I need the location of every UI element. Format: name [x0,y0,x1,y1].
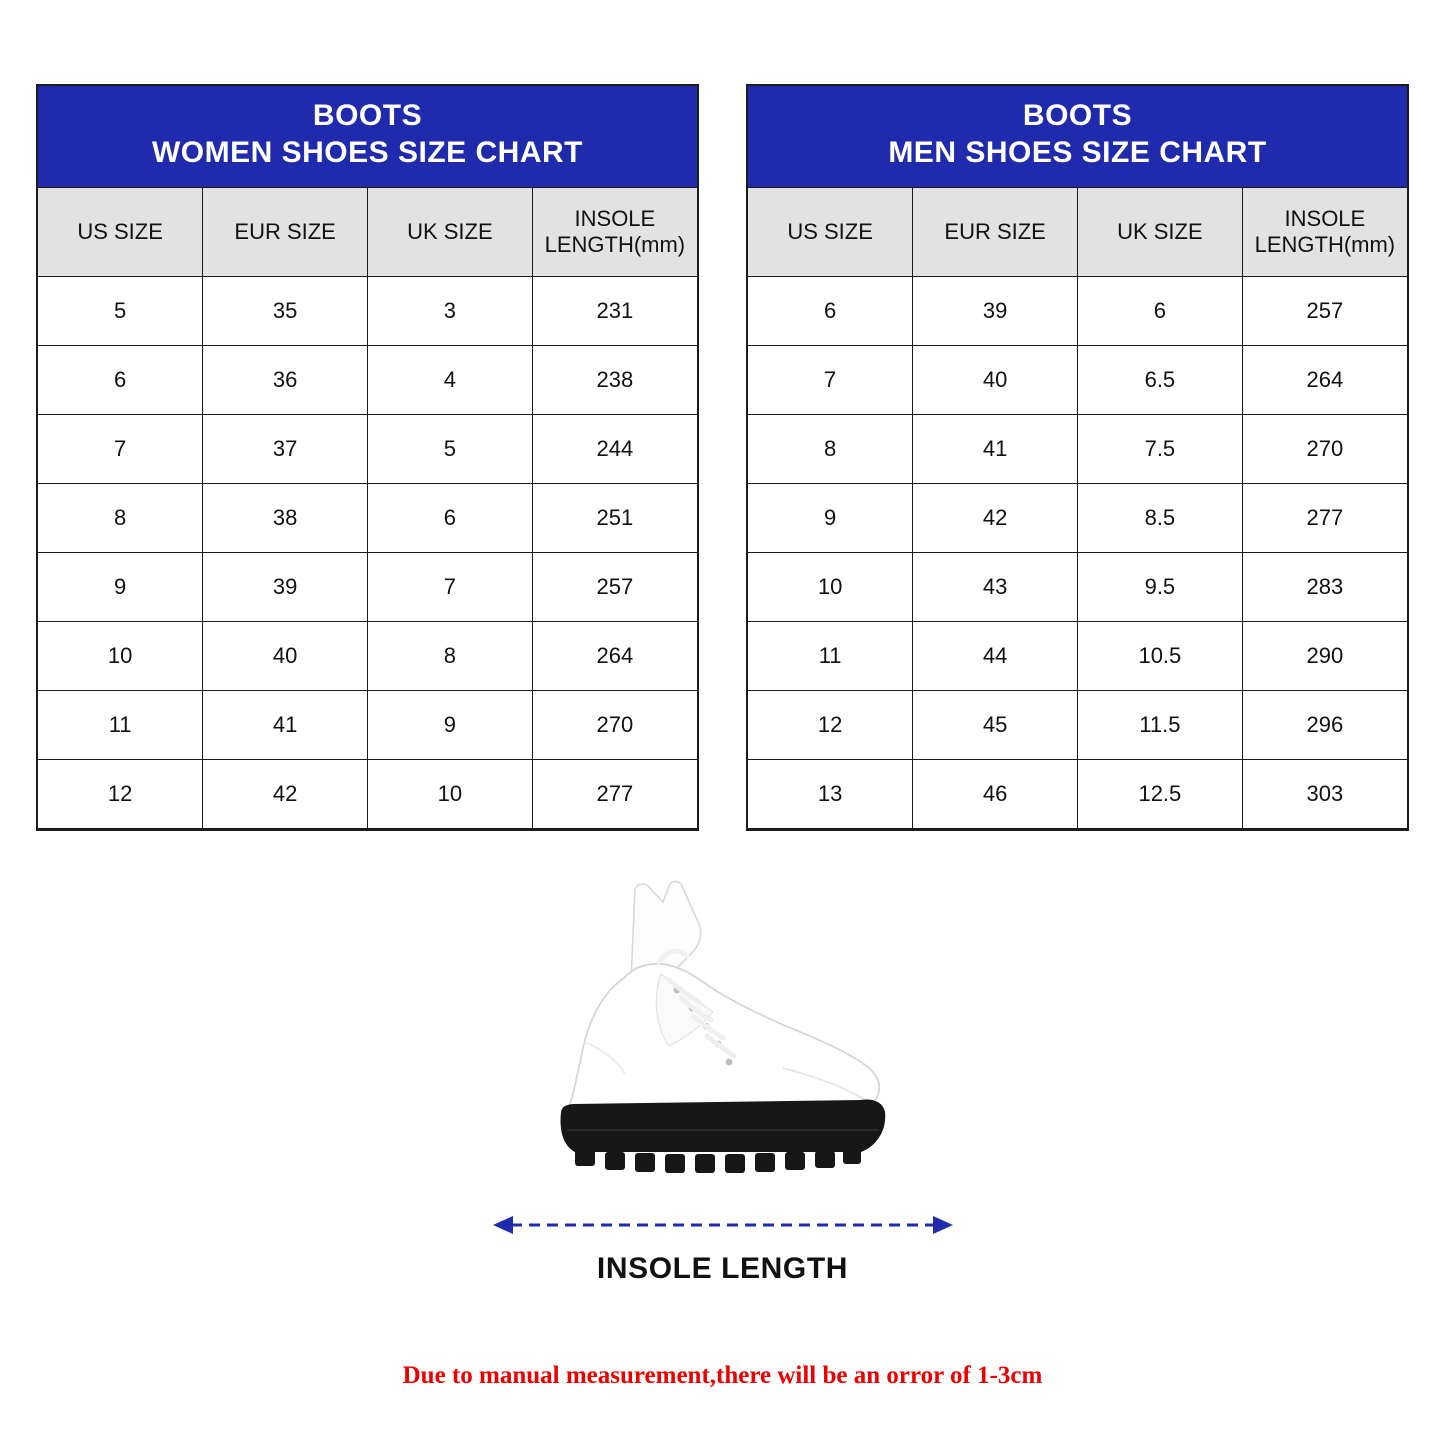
cell-us-size: 11 [38,691,203,760]
cell-us-size: 9 [38,553,203,622]
cell-uk-size: 9.5 [1078,553,1243,622]
cell-eur-size: 40 [203,622,368,691]
cell-eur-size: 39 [203,553,368,622]
table-row [748,691,1407,760]
women-size-chart [36,84,699,831]
cell-insole-length: 283 [1242,553,1407,622]
cell-eur-size: 36 [203,346,368,415]
cell-us-size: 12 [748,691,913,760]
cell-uk-size: 4 [368,346,533,415]
cell-insole-length: 303 [1242,760,1407,829]
table-row [38,484,697,553]
cell-eur-size: 42 [913,484,1078,553]
column-header-uk-size: UK SIZE [1078,188,1243,277]
cell-eur-size: 38 [203,484,368,553]
cell-uk-size: 11.5 [1078,691,1243,760]
cell-uk-size: 7.5 [1078,415,1243,484]
women-chart-title-line2: WOMEN SHOES SIZE CHART [151,135,583,169]
table-row [38,346,697,415]
cell-us-size: 13 [748,760,913,829]
table-row [38,691,697,760]
cell-insole-length: 264 [1242,346,1407,415]
size-charts-container [36,84,1409,831]
men-size-chart [746,84,1409,831]
insole-header-line1: INSOLE [574,205,656,231]
cell-uk-size: 8.5 [1078,484,1243,553]
table-row [748,484,1407,553]
cell-us-size: 9 [748,484,913,553]
table-row [38,277,697,346]
cell-eur-size: 45 [913,691,1078,760]
cell-eur-size: 43 [913,553,1078,622]
column-header-us-size: US SIZE [748,188,913,277]
cell-insole-length: 238 [532,346,697,415]
table-row [748,415,1407,484]
cell-eur-size: 37 [203,415,368,484]
table-row [748,346,1407,415]
boot-illustration [0,862,1445,1262]
table-row [748,553,1407,622]
women-chart-header [38,86,697,187]
cell-uk-size: 5 [368,415,533,484]
column-header-us-size: US SIZE [38,188,203,277]
women-chart-title-line1: BOOTS [312,99,423,132]
cell-insole-length: 277 [1242,484,1407,553]
cell-insole-length: 290 [1242,622,1407,691]
insole-header-line1: INSOLE [1284,205,1366,231]
cell-uk-size: 10 [368,760,533,829]
cell-uk-size: 6.5 [1078,346,1243,415]
table-row [38,415,697,484]
cell-eur-size: 42 [203,760,368,829]
cell-uk-size: 12.5 [1078,760,1243,829]
insole-header-line2: LENGTH(mm) [1254,232,1396,258]
double-headed-dashed-arrow-icon [493,1212,953,1238]
cell-us-size: 8 [748,415,913,484]
table-row [748,277,1407,346]
cell-insole-length: 264 [532,622,697,691]
cell-eur-size: 35 [203,277,368,346]
column-header-eur-size: EUR SIZE [203,188,368,277]
men-chart-header [748,86,1407,187]
cell-eur-size: 44 [913,622,1078,691]
cell-insole-length: 296 [1242,691,1407,760]
cell-eur-size: 41 [913,415,1078,484]
table-row [38,553,697,622]
cell-us-size: 11 [748,622,913,691]
cell-insole-length: 270 [1242,415,1407,484]
cell-us-size: 5 [38,277,203,346]
cell-insole-length: 251 [532,484,697,553]
cell-eur-size: 46 [913,760,1078,829]
table-row [748,622,1407,691]
cell-us-size: 7 [748,346,913,415]
men-chart-title-line1: BOOTS [1022,99,1133,132]
cell-eur-size: 40 [913,346,1078,415]
cell-eur-size: 41 [203,691,368,760]
table-header-row [38,188,697,277]
insole-header-line2: LENGTH(mm) [544,232,686,258]
cell-us-size: 6 [38,346,203,415]
insole-length-label: INSOLE LENGTH [596,1252,849,1285]
column-header-insole-length [532,188,697,277]
cell-uk-size: 3 [368,277,533,346]
cell-uk-size: 8 [368,622,533,691]
cell-us-size: 7 [38,415,203,484]
cell-uk-size: 7 [368,553,533,622]
women-size-table [38,187,697,829]
cell-insole-length: 277 [532,760,697,829]
column-header-insole-length [1242,188,1407,277]
men-size-table [748,187,1407,829]
table-row [748,760,1407,829]
cell-insole-length: 231 [532,277,697,346]
cell-us-size: 6 [748,277,913,346]
white-boot-icon [463,862,983,1202]
table-row [38,760,697,829]
cell-eur-size: 39 [913,277,1078,346]
cell-us-size: 10 [748,553,913,622]
cell-uk-size: 10.5 [1078,622,1243,691]
cell-uk-size: 9 [368,691,533,760]
cell-uk-size: 6 [1078,277,1243,346]
column-header-uk-size: UK SIZE [368,188,533,277]
men-chart-title-line2: MEN SHOES SIZE CHART [888,135,1267,169]
cell-insole-length: 257 [1242,277,1407,346]
cell-us-size: 8 [38,484,203,553]
cell-insole-length: 257 [532,553,697,622]
cell-insole-length: 270 [532,691,697,760]
insole-measure-block [0,1212,1445,1286]
table-row [38,622,697,691]
cell-uk-size: 6 [368,484,533,553]
cell-us-size: 10 [38,622,203,691]
table-header-row [748,188,1407,277]
measure-arrow-wrap [493,1212,953,1238]
column-header-eur-size: EUR SIZE [913,188,1078,277]
cell-us-size: 12 [38,760,203,829]
cell-insole-length: 244 [532,415,697,484]
measurement-note: Due to manual measurement,there will be an orror of 1-3cm [402,1362,1043,1389]
